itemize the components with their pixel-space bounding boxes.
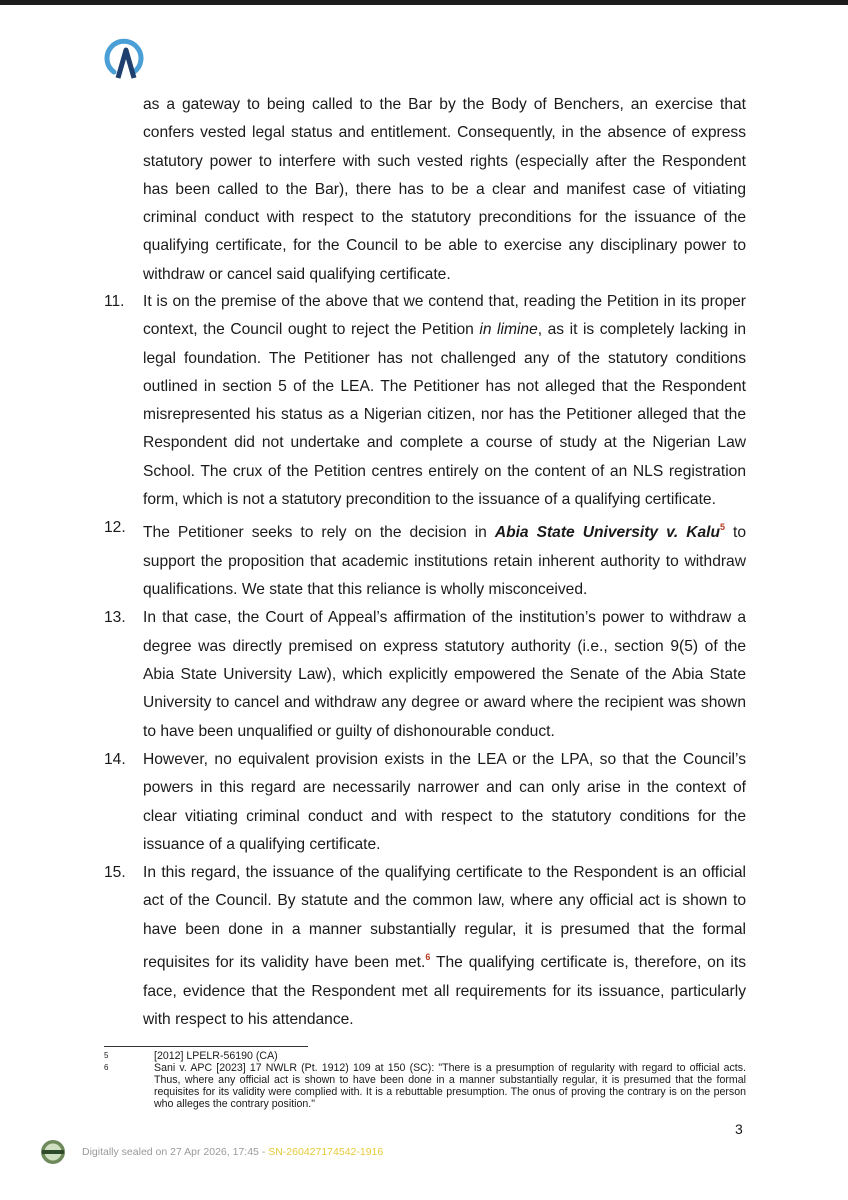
top-border <box>0 0 848 5</box>
paragraph-text: However, no equivalent provision exists in the LEA or the LPA, so that the Council’s powers in this regard are necessarily narrower and can only arise in the context of clear vitiating criminal conduct and with respect to the statutory conditions for the issuance of a qualifying certificate. <box>143 750 746 853</box>
paragraph-text: The Petitioner seeks to rely on the decision in Abia State University v. Kalu$^5$ to support the proposition that academic institutions retain inherent authority to withdraw qualifications. We state that this reliance is wholly misconceived. <box>143 522 747 599</box>
paragraph-number: 13. <box>104 609 126 627</box>
footnote-number: 5 <box>104 1051 109 1060</box>
paragraph-text: It is on the premise of the above that we contend that, reading the Petition in its proper context, the Council ought to reject the Petition in limine, as it is completely lacking in legal foundation. The Petitioner has not challenged any of the statutory conditions outlined in section 5 of the LEA. The Petitioner has not alleged that the Respondent misrepresented his status as a Nigerian citizen, nor has the Petitioner alleged that the Respondent did not undertake and complete a course of study at the Nigerian Law School. The crux of the Petition centres entirely on the content of an NLS registration form, which is not a statutory precondition to the issuance of a qualifying certificate. <box>143 293 746 509</box>
footnote-6 <box>104 1062 746 1110</box>
paragraph-number: 14. <box>104 750 126 768</box>
paragraph-number: 15. <box>104 864 126 882</box>
latin-term: in limine <box>479 321 538 339</box>
paragraph-14 <box>104 746 746 859</box>
footnote-separator <box>104 1046 308 1047</box>
footnote-5 <box>104 1050 746 1062</box>
paragraph-13 <box>104 604 746 745</box>
paragraph-number: 12. <box>104 519 126 537</box>
footnote-number: 6 <box>104 1063 109 1072</box>
footnote-ref-5[interactable]: 5 <box>720 522 726 533</box>
footnote-text: [2012] LPELR-56190 (CA) <box>154 1050 278 1062</box>
page-number: 3 <box>735 1121 743 1137</box>
case-citation: Abia State University v. Kalu <box>494 524 720 542</box>
footnote-text: Sani v. APC [2023] 17 NWLR (Pt. 1912) 109 at 150 (SC): "There is a presumption of regularity with regard to official acts. Thus, where any official act is shown to have been done in a manner substantially regular, it is presumed that the formal requisites for its validity were complied with. It is a rebuttable presumption. The onus of proving the contrary is on the person who alleges the contrary position." <box>154 1062 746 1110</box>
paragraph-text: In that case, the Court of Appeal’s affirmation of the institution’s power to withdraw a degree was directly premised on express statutory authority (i.e., section 9(5) of the Abia State University Law), which explicitly empowered the Senate of the Abia State University to cancel and withdraw any degree or award where the recipient was shown to have been unqualified or guilty of dishonourable conduct. <box>143 609 746 740</box>
paragraph-number: 11. <box>104 293 125 310</box>
seal-serial[interactable]: SN-260427174542-1916 <box>268 1146 384 1158</box>
footnote-ref-6[interactable]: 6 <box>425 952 431 963</box>
footnotes <box>104 1050 746 1110</box>
numbered-paragraphs <box>104 288 746 1034</box>
paragraph-15 <box>104 859 746 1034</box>
firm-logo-icon <box>100 28 148 82</box>
seal-label: Digitally sealed on 27 Apr 2026, 17:45 - <box>82 1146 269 1158</box>
digital-seal-line <box>82 1146 383 1158</box>
paragraph-12 <box>104 514 746 604</box>
paragraph-text: In this regard, the issuance of the qualifying certificate to the Respondent is an official act of the Council. By statute and the common law, where any official act is shown to have been done in a manner substantially regular, it is presumed that the formal requisites for its validity have been met.$^6$ The qualifying certificate is, therefore, on its face, evidence that the Respondent met all requirements for its issuance, particularly with respect to his attendance. <box>143 864 746 1028</box>
paragraph-10-continued: as a gateway to being called to the Bar by the Body of Benchers, an exercise that confers vested legal status and entitlement. Consequently, in the absence of express statutory power to interfere with such vested rights (especially after the Respondent has been called to the Bar), there has to be a clear and manifest case of vitiating criminal conduct with respect to the statutory preconditions for the issuance of the qualifying certificate, for the Council to be able to exercise any disciplinary power to withdraw or cancel said qualifying certificate. <box>143 96 746 283</box>
paragraph-11 <box>104 288 746 514</box>
seal-badge-icon <box>40 1139 66 1165</box>
